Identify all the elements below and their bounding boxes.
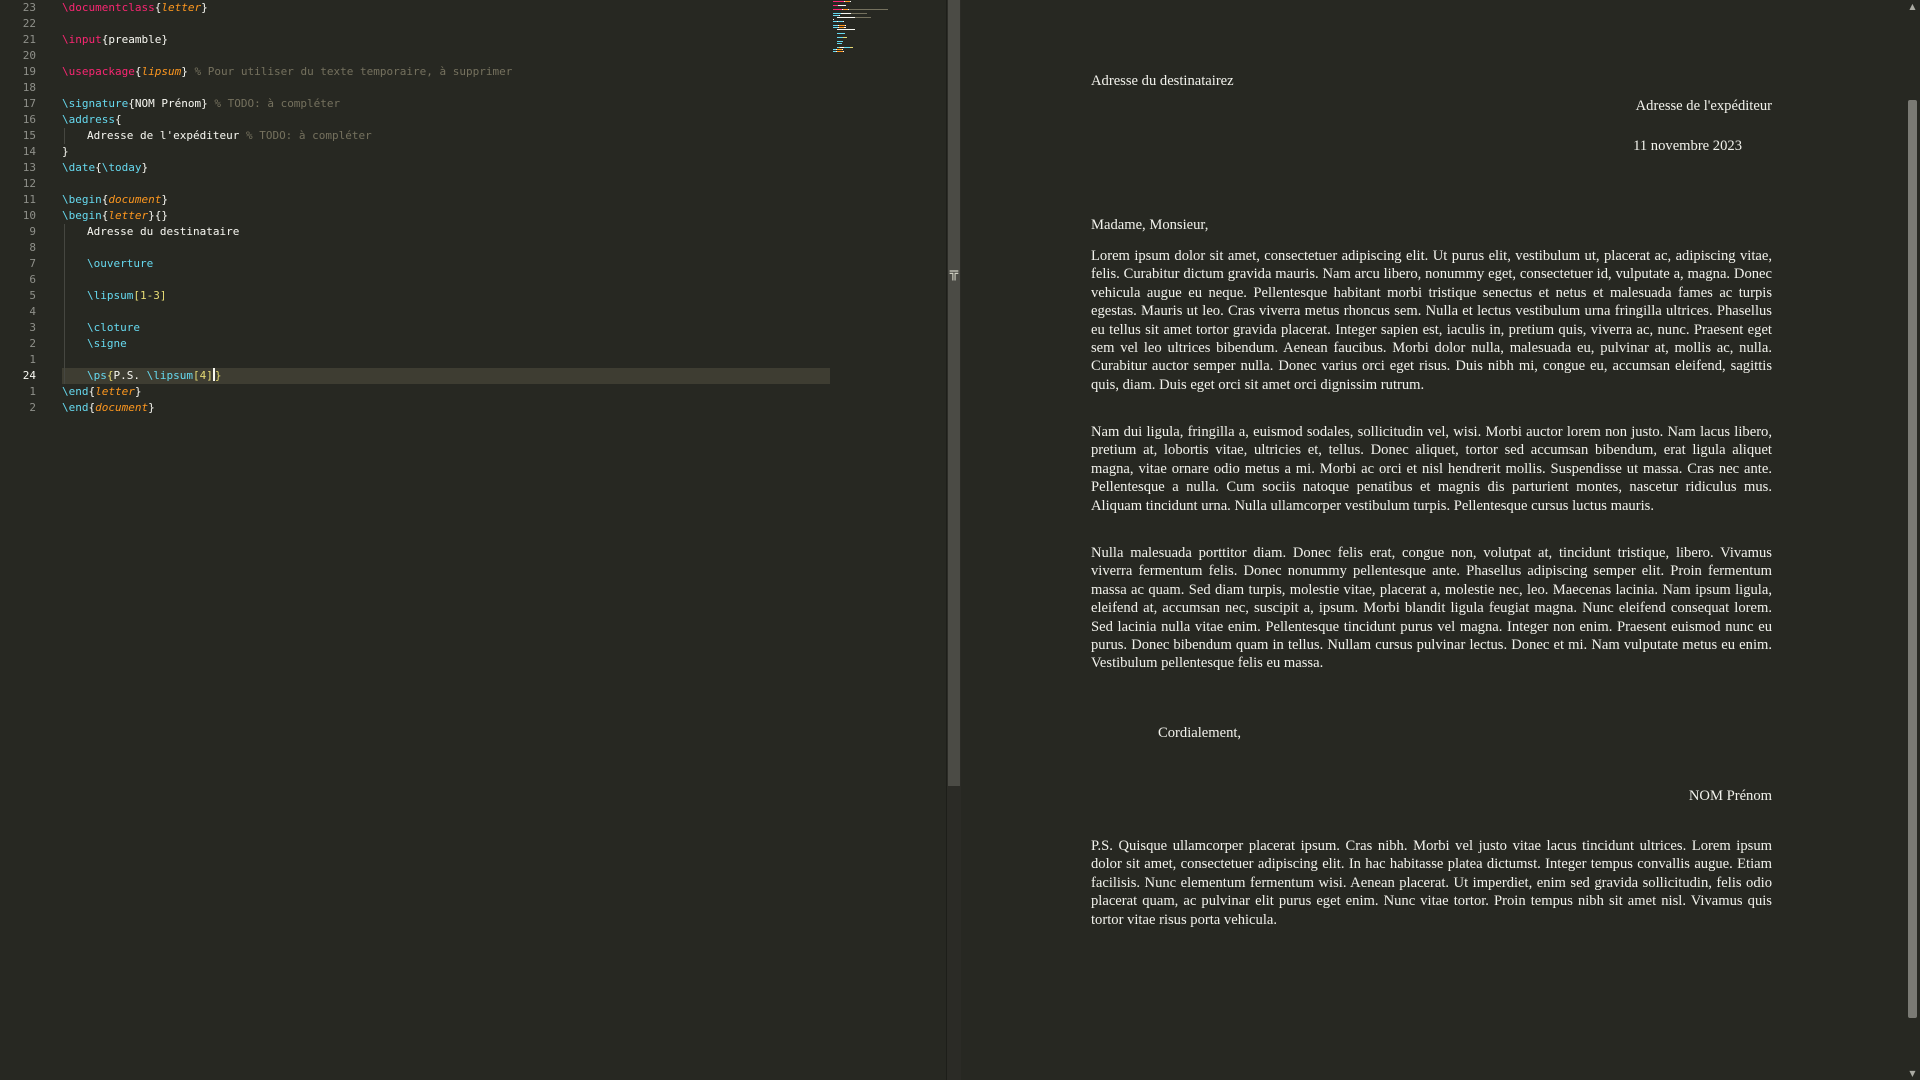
code-token: \documentclass xyxy=(62,1,155,14)
code-token: } xyxy=(181,65,188,78)
line-number: 2 xyxy=(29,401,36,414)
indent-guide xyxy=(64,224,65,384)
sender-address: Adresse de l'expéditeur xyxy=(1635,98,1772,114)
code-text[interactable] xyxy=(62,0,830,16)
line-number: 18 xyxy=(22,81,36,94)
code-line[interactable] xyxy=(0,352,830,368)
code-token: letter xyxy=(95,385,135,398)
minimap-stroke xyxy=(855,17,871,18)
code-token: \signature xyxy=(62,97,129,110)
code-token: P.S. xyxy=(113,369,147,382)
minimap-stroke xyxy=(833,1,844,2)
code-token: } xyxy=(201,97,208,110)
line-number: 21 xyxy=(22,33,36,46)
preview-scrollbar[interactable] xyxy=(1905,0,1920,1080)
code-text[interactable] xyxy=(62,384,830,400)
minimap-stroke xyxy=(833,9,842,10)
minimap[interactable] xyxy=(833,0,941,60)
code-token: { xyxy=(114,113,122,126)
code-text[interactable] xyxy=(62,128,830,144)
code-token: \input xyxy=(62,33,102,46)
body-paragraph: Lorem ipsum dolor sit amet, consectetuer adipiscing elit. Ut purus elit, vestibulum ut, placerat ac, adipiscing vitae, felis. Curabitur dictum gravida mauris. Nam arcu libero, nonummy eget, consectetuer id, vulputate a, magna. Donec vehicula augue eu neque. Pellentesque habitant morbi tristique senectus et netus et malesuada fames ac turpis egestas. Mauris ut leo. Cras viverra metus rhoncus sem. Nulla et lectus vestibulum urna fringilla ultrices. Phasellus eu tellus sit amet tortor gravida placerat. Integer sapien est, iaculis in, pretium quis, viverra ac, nunc. Praesent eget sem vel leo ultrices bibendum. Aenean faucibus. Morbi dolor nulla, malesuada eu, pulvinar at, mollis ac, nulla. Curabitur auctor semper nulla. Donec varius orci eget risus. Duis nibh mi, congue eu, accumsan eleifend, sagittis quis, diam. Duis eget orci sit amet orci dignissim rutrum. xyxy=(1091,248,1772,393)
code-text[interactable] xyxy=(62,192,830,208)
code-line[interactable] xyxy=(0,272,830,288)
minimap-stroke xyxy=(845,5,846,6)
code-line[interactable] xyxy=(0,80,830,96)
line-number: 5 xyxy=(29,289,36,302)
body-paragraph: Nam dui ligula, fringilla a, euismod sodales, sollicitudin vel, wisi. Morbi auctor lorem non justo. Nam lacus libero, pretium at, lobortis vitae, ultricies et, tellus. Donec aliquet, tortor sed accumsan bibendum, erat ligula aliquet magna, vitae ornare odio metus a mi. Morbi ac orci et nisl hendrerit mollis. Suspendisse ut massa. Cras nec ante. Pellentesque a nulla. Cum sociis natoque penatibus et magnis dis parturient montes, nascetur ridiculus mus. Aliquam tincidunt urna. Nulla ullamcorper vestibulum turpis. Pellentesque cursus luctus mauris. xyxy=(1091,424,1772,514)
code-line[interactable] xyxy=(0,288,830,304)
code-line[interactable] xyxy=(0,192,830,208)
minimap-stroke xyxy=(833,19,834,20)
line-number: 1 xyxy=(29,385,36,398)
minimap-stroke xyxy=(851,13,867,14)
code-token: } xyxy=(201,1,208,14)
line-number: 8 xyxy=(29,241,36,254)
code-line[interactable] xyxy=(0,0,830,16)
code-token: \end xyxy=(62,385,89,398)
code-line[interactable] xyxy=(0,384,830,400)
line-number: 9 xyxy=(29,225,36,238)
code-line[interactable] xyxy=(0,144,830,160)
code-token: } xyxy=(134,385,142,398)
signature: NOM Prénom xyxy=(1688,788,1772,804)
minimap-stroke xyxy=(849,9,888,10)
code-text[interactable] xyxy=(62,320,830,336)
code-line[interactable] xyxy=(0,96,830,112)
body-paragraph: Nulla malesuada porttitor diam. Donec felis erat, congue non, volutpat at, tincidunt tristique, libero. Vivamus viverra fermentum felis. Donec nonummy pellentesque ante. Phasellus adipiscing semper elit. Proin fermentum massa ac quam. Sed diam turpis, molestie vitae, placerat a, molestie nec, leo. Maecenas lacinia. Nam ipsum ligula, eleifend at, accumsan nec, suscipit a, ipsum. Morbi blandit ligula feugiat magna. Nunc eleifend consequat lorem. Sed lacinia nulla vitae enim. Pellentesque tincidunt purus vel magna. Integer non enim. Praesent euismod nunc eu purus. Donec bibendum quam in tellus. Nullam cursus pulvinar lectus. Donec et mi. Nam vulputate metus eu enim. Vestibulum pellentesque felis eu massa. xyxy=(1091,545,1772,672)
minimap-stroke xyxy=(842,49,843,50)
splitter-handle-icon[interactable]: ╦ xyxy=(949,265,959,281)
code-token: \lipsum xyxy=(146,369,193,382)
code-token: { xyxy=(106,369,114,382)
minimap-stroke xyxy=(852,47,853,48)
code-line[interactable] xyxy=(0,400,830,416)
code-line[interactable] xyxy=(0,208,830,224)
code-line[interactable] xyxy=(0,336,830,352)
code-token: \ouverture xyxy=(87,257,154,270)
minimap-stroke xyxy=(837,33,845,34)
minimap-stroke xyxy=(842,13,850,14)
line-number: 7 xyxy=(29,257,36,270)
code-token: Adresse de l'expéditeur xyxy=(87,129,240,142)
code-line[interactable] xyxy=(0,32,830,48)
code-text[interactable] xyxy=(62,400,830,416)
code-token: \ps xyxy=(87,369,107,382)
salutation: Madame, Monsieur, xyxy=(1091,217,1209,233)
closing: Cordialement, xyxy=(1158,725,1242,741)
code-token: \usepackage xyxy=(62,65,135,78)
code-token: \begin xyxy=(62,193,102,206)
code-token: } xyxy=(214,369,222,382)
code-token: letter xyxy=(161,1,202,14)
minimap-stroke xyxy=(843,37,847,38)
code-token: \cloture xyxy=(87,321,140,334)
minimap-stroke xyxy=(843,51,844,52)
code-token: document xyxy=(108,193,162,206)
postscript: P.S. Quisque ullamcorper placerat ipsum. Cras nibh. Morbi vel justo vitae lacus tincidunt ultrices. Lorem ipsum dolor sit amet, consectetuer adipiscing elit. In hac habitasse platea dictumst. Integer tempus convallis augue. Etiam facilisis. Nunc elementum fermentum wisi. Aenean placerat. Ut imperdiet, enim sed gravida sollicitudin, felis odio placerat quam, ac pulvinar elit purus eget enim. Nunc vitae tortor. Proin tempus nibh sit amet nisl. Vivamus quis tortor vitae risus porta vehicula. xyxy=(1091,838,1772,928)
code-line[interactable] xyxy=(0,176,830,192)
code-token: preamble xyxy=(108,33,162,46)
recipient-address: Adresse du destinatairez xyxy=(1091,73,1234,89)
code-token: { xyxy=(88,385,96,398)
code-text[interactable] xyxy=(62,144,830,160)
code-line[interactable] xyxy=(0,128,830,144)
line-number: 13 xyxy=(22,161,36,174)
minimap-stroke xyxy=(845,25,846,26)
code-token: }{} xyxy=(148,209,168,222)
line-number: 16 xyxy=(22,113,36,126)
scroll-up-icon[interactable]: ▲ xyxy=(1909,2,1916,11)
minimap-stroke xyxy=(850,1,851,2)
code-token: } xyxy=(62,145,69,158)
code-token: [4] xyxy=(192,369,213,382)
code-token: { xyxy=(95,161,102,174)
code-text[interactable] xyxy=(62,224,830,240)
code-text[interactable] xyxy=(62,64,830,80)
code-token: NOM Prénom xyxy=(134,97,202,110)
line-number: 6 xyxy=(29,273,36,286)
code-token: \signe xyxy=(87,337,127,350)
code-token: { xyxy=(134,65,142,78)
line-number: 19 xyxy=(22,65,36,78)
indent-guide xyxy=(64,128,65,144)
code-token: % TODO: à compléter xyxy=(239,129,372,142)
line-number: 10 xyxy=(22,209,36,222)
code-token: \today xyxy=(101,161,142,174)
code-text[interactable] xyxy=(62,32,830,48)
minimap-stroke xyxy=(837,43,842,44)
code-token: \lipsum xyxy=(87,289,134,302)
letter-date: 11 novembre 2023 xyxy=(1633,138,1742,154)
code-line-current[interactable] xyxy=(0,368,830,384)
line-number: 12 xyxy=(22,177,36,190)
code-line[interactable] xyxy=(0,112,830,128)
code-line[interactable] xyxy=(0,160,830,176)
code-line[interactable] xyxy=(0,224,830,240)
code-token: { xyxy=(128,97,135,110)
code-token: } xyxy=(141,161,149,174)
code-token: } xyxy=(161,193,168,206)
code-token: % TODO: à compléter xyxy=(207,97,341,110)
line-number: 23 xyxy=(22,1,36,14)
line-number: 14 xyxy=(22,145,36,158)
line-number: 17 xyxy=(22,97,36,110)
line-number: 3 xyxy=(29,321,36,334)
pdf-page xyxy=(961,1,1905,1080)
code-token: % Pour utiliser du texte temporaire, à supprimer xyxy=(187,65,513,78)
code-text[interactable] xyxy=(62,336,830,352)
code-text[interactable] xyxy=(62,208,830,224)
line-number: 1 xyxy=(29,353,36,366)
code-token: Adresse du destinataire xyxy=(87,225,240,238)
code-line[interactable] xyxy=(0,240,830,256)
code-text[interactable] xyxy=(62,160,830,176)
code-token: { xyxy=(88,401,96,414)
code-token: { xyxy=(101,209,109,222)
line-number: 11 xyxy=(22,193,36,206)
preview-scrollbar-thumb[interactable] xyxy=(1908,100,1917,1018)
code-line[interactable] xyxy=(0,64,830,80)
code-token: \date xyxy=(62,161,96,174)
code-token: { xyxy=(154,1,162,14)
line-number: 20 xyxy=(22,49,36,62)
code-text[interactable] xyxy=(62,288,830,304)
pane-splitter[interactable] xyxy=(946,0,962,1080)
minimap-stroke xyxy=(844,27,846,28)
code-token: \end xyxy=(62,401,89,414)
line-number: 15 xyxy=(22,129,36,142)
code-token: \begin xyxy=(62,209,102,222)
code-token: { xyxy=(101,33,109,46)
code-lines[interactable] xyxy=(0,0,830,416)
line-number: 22 xyxy=(22,17,36,30)
code-token: \address xyxy=(62,113,115,126)
editor-scrollbar-thumb[interactable] xyxy=(948,0,960,786)
pdf-preview[interactable] xyxy=(961,0,1905,1080)
minimap-stroke xyxy=(833,13,841,14)
code-token: { xyxy=(101,193,109,206)
code-text[interactable] xyxy=(62,112,830,128)
minimap-stroke xyxy=(843,21,844,22)
code-line[interactable] xyxy=(0,16,830,32)
code-text[interactable] xyxy=(62,96,830,112)
code-editor[interactable] xyxy=(0,0,946,1080)
minimap-stroke xyxy=(837,17,855,18)
code-line[interactable] xyxy=(0,48,830,64)
code-token: document xyxy=(95,401,149,414)
line-number: 2 xyxy=(29,337,36,350)
line-number: 4 xyxy=(29,305,36,318)
code-token: [1-3] xyxy=(133,289,167,302)
code-token: lipsum xyxy=(141,65,182,78)
code-line[interactable] xyxy=(0,304,830,320)
minimap-stroke xyxy=(837,29,855,30)
code-token: } xyxy=(161,33,168,46)
code-token: letter xyxy=(108,209,149,222)
code-text[interactable] xyxy=(62,368,830,384)
code-token: } xyxy=(148,401,155,414)
scroll-down-icon[interactable]: ▼ xyxy=(1909,1069,1916,1078)
code-text[interactable] xyxy=(62,256,830,272)
code-line[interactable] xyxy=(0,320,830,336)
code-line[interactable] xyxy=(0,256,830,272)
line-number: 24 xyxy=(22,369,36,382)
minimap-stroke xyxy=(837,41,843,42)
minimap-stroke xyxy=(839,15,840,16)
